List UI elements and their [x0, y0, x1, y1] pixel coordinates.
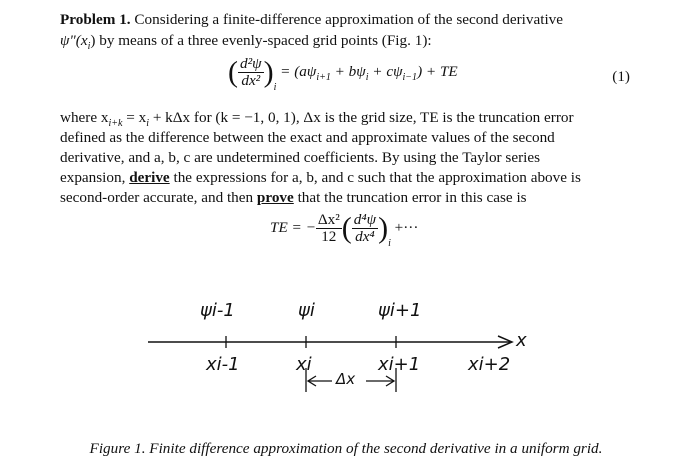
line5-pre: second-order accurate, and then — [60, 189, 257, 206]
te-sub: i — [388, 237, 391, 249]
te-lhs: TE = − — [270, 218, 316, 236]
prove-word: prove — [256, 189, 294, 206]
line5-post: that the truncation error in this case is — [293, 189, 527, 206]
problem-heading: Problem 1. — [60, 11, 131, 28]
dx-label: Δx — [336, 370, 356, 388]
equation-number: (1) — [612, 68, 630, 85]
lhs-num: d²ψ — [240, 55, 262, 72]
psi-second-derivative: ψ"(x — [60, 32, 88, 49]
te-tail: +··· — [394, 218, 419, 236]
rhs-c: + cψ — [368, 62, 403, 80]
left-paren: ( — [228, 55, 238, 89]
te-deriv-den: dx⁴ — [355, 227, 375, 245]
x-axis-label: x — [516, 330, 527, 351]
te-left-paren: ( — [341, 211, 352, 245]
psi-label-i-plus-1: ψi+1 — [378, 300, 422, 321]
intro-line2-rest: ) by means of a three evenly-spaced grid points (Fig. 1): — [90, 32, 432, 49]
figure-caption: Figure 1. Finite difference approximation of the second derivative in a uniform grid. — [89, 440, 603, 457]
line4-post: the expressions for a, b, and c such that the approximation above is — [169, 169, 581, 186]
where-sub1: i+k — [108, 118, 123, 130]
te-coef-den: 12 — [321, 227, 337, 245]
rhs-te: ) + TE — [417, 62, 458, 80]
x-label-i-plus-1: xi+1 — [378, 354, 421, 375]
te-deriv-num: d⁴ψ — [353, 211, 377, 228]
rhs-sub2: i — [365, 71, 369, 83]
lhs-sub: i — [273, 81, 277, 93]
te-right-paren: ) — [378, 211, 389, 245]
rhs-sub3: i−1 — [402, 71, 418, 83]
intro-text: Considering a finite-difference approximation of the second derivative — [134, 11, 564, 28]
right-paren: ) — [263, 55, 274, 89]
x-label-i: xi — [296, 354, 312, 375]
line4-pre: expansion, — [60, 169, 130, 186]
x-label-i-plus-2: xi+2 — [468, 354, 511, 375]
psi-label-i: ψi — [298, 300, 315, 321]
body-line-2: defined as the difference between the exact and approximate values of the second — [60, 129, 555, 146]
where-2: = x — [122, 109, 147, 126]
te-coef-num: Δx² — [317, 211, 340, 228]
where-1: where x — [60, 109, 109, 126]
psi-label-i-minus-1: ψi-1 — [200, 300, 235, 321]
rhs-a: = (aψ — [280, 62, 317, 80]
body-line-3: derivative, and a, b, c are undetermined coefficients. By using the Taylor series — [60, 149, 540, 166]
rhs-b: + bψ — [330, 62, 366, 80]
where-3: + kΔx for (k = −1, 0, 1), Δx is the grid size, TE is the truncation error — [149, 109, 574, 126]
where-sub2: i — [146, 118, 150, 130]
derive-word: derive — [129, 169, 170, 186]
rhs-sub1: i+1 — [316, 71, 331, 83]
x-label-i-minus-1: xi-1 — [206, 354, 240, 375]
sub-i: i — [87, 41, 91, 53]
lhs-den: dx² — [241, 71, 261, 89]
